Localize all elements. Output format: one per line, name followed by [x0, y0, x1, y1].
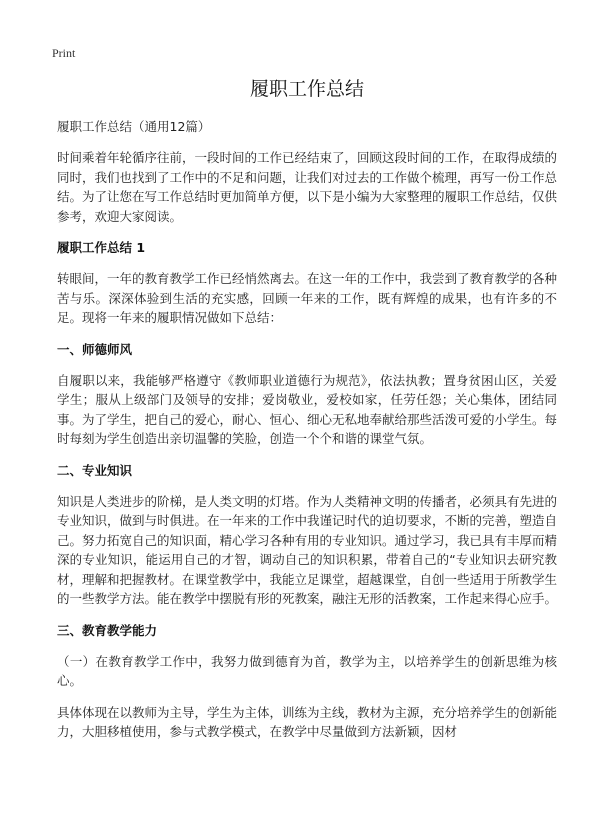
section-paragraph: 转眼间，一年的教育教学工作已经悄然离去。在这一年的工作中，我尝到了教育教学的各种苦与乐。深深体验到生活的充实感，回顾一年来的工作，既有辉煌的成果，也有许多的不足。现将一年来的履职情况做如下总结： — [57, 271, 558, 325]
intro-paragraph: 时间乘着年轮循序往前，一段时间的工作已经结束了，回顾这段时间的工作，在取得成绩的同时，我们也找到了工作中的不足和问题，让我们对过去的工作做个梳理，再写一份工作总结。为了让您在写工作总结时更加简单方便，以下是小编为大家整理的履职工作总结，仅供参考，欢迎大家阅读。 — [57, 150, 558, 224]
ethics-paragraph: 自履职以来，我能够严格遵守《教师职业道德行为规范》，依法执教；置身贫困山区，关爱学生；服从上级部门及领导的安排；爱岗敬业，爱校如家，任劳任怨；关心集体，团结同事。为了学生，把自己的爱心，耐心、恒心、细心无私地奉献给那些活泼可爱的小学生。每时每刻为学生创造出亲切温馨的笑脸，创造一个个和谐的课堂气氛。 — [57, 372, 558, 446]
teaching-paragraph-1: （一）在教育教学工作中，我努力做到德育为首，教学为主，以培养学生的创新思维为核心。 — [57, 653, 557, 688]
ethics-heading: 一、师德师风 — [57, 341, 133, 357]
teaching-heading: 三、教育教学能力 — [57, 622, 158, 638]
knowledge-paragraph: 知识是人类进步的阶梯，是人类文明的灯塔。作为人类精神文明的传播者，必须具有先进的专业知识，做到与时俱进。在一年来的工作中我谨记时代的迫切要求，不断的完善，塑造自己。努力拓宽自己的知识面，精心学习各种有用的专业知识。通过学习，我已具有丰厚而精深的专业知识，能运用自己的才智，调动自己的知识积累，带着自己的“专业知识去研究教材，理解和把握教材。在课堂教学中，我能立足课堂，超越课堂，自创一些适用于所教学生的一些教学方法。能在教学中摆脱有形的死教案，融注无形的活教案，工作起来得心应手。 — [57, 493, 558, 606]
section-heading: 履职工作总结 1 — [57, 240, 146, 255]
page-title: 履职工作总结 — [249, 78, 364, 100]
document-subtitle: 履职工作总结（通用12篇） — [57, 119, 211, 134]
teaching-paragraph-2: 具体体现在以教师为主导，学生为主体，训练为主线，教材为主源，充分培养学生的创新能力，大胆移植使用，参与式教学模式，在教学中尽量做到方法新颖，因材 — [57, 704, 557, 739]
knowledge-heading: 二、专业知识 — [57, 462, 133, 478]
document-body — [57, 76, 557, 754]
print-link[interactable]: Print — [52, 46, 76, 60]
